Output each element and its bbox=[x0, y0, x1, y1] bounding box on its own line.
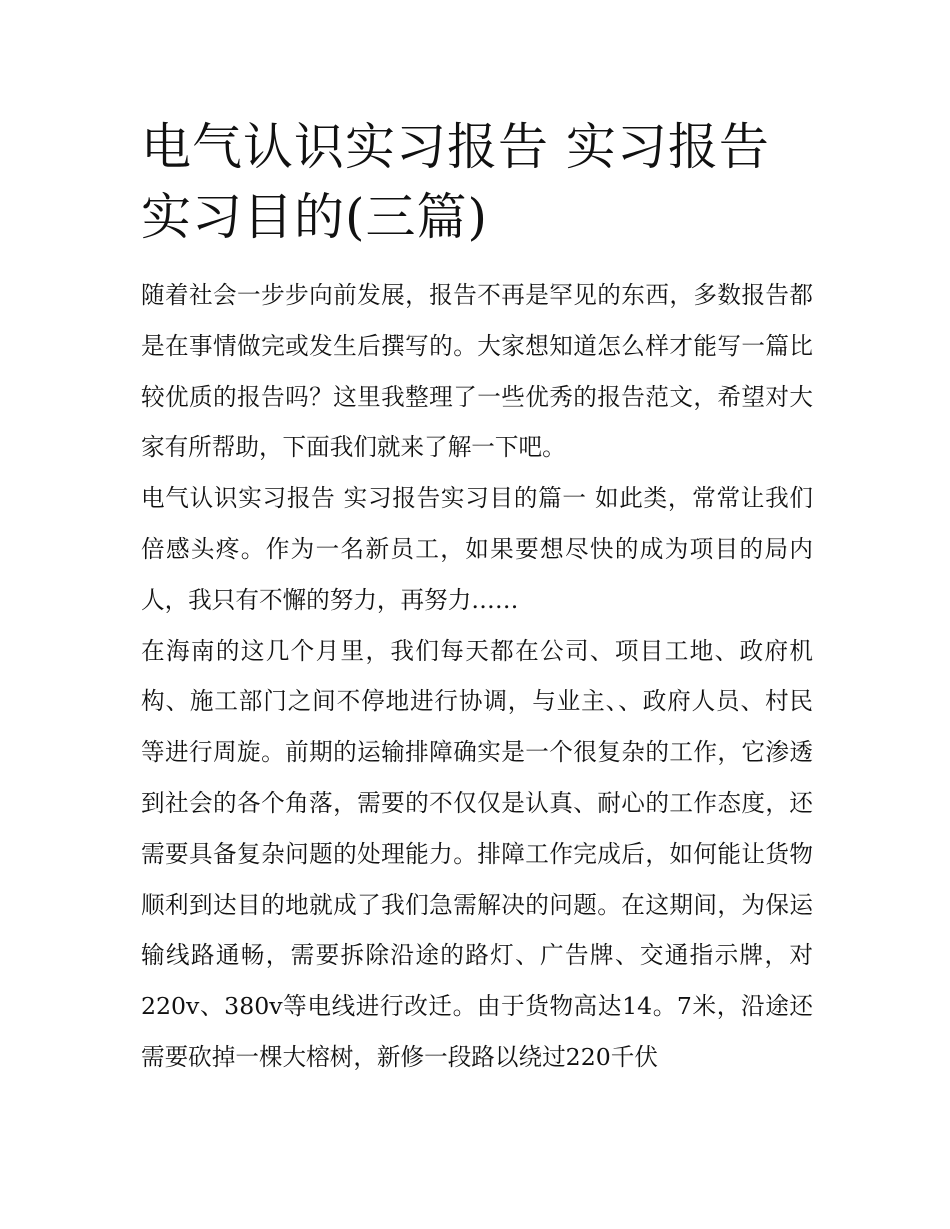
document-title: 电气认识实习报告 实习报告实习目的(三篇) bbox=[141, 118, 770, 246]
title-spacer bbox=[141, 252, 813, 270]
document-page bbox=[141, 112, 813, 1083]
paragraph-intro: 随着社会一步步向前发展，报告不再是罕见的东西，多数报告都是在事情做完或发生后撰写的。大家想知道怎么样才能写一篇比较优质的报告吗？这里我整理了一些优秀的报告范文，希望对大家有所帮助，下面我们就来了解一下吧。 bbox=[141, 281, 813, 462]
paragraph-hainan: 在海南的这几个月里，我们每天都在公司、项目工地、政府机构、施工部门之间不停地进行协调，与业主、、政府人员、村民等进行周旋。前期的运输排障确实是一个很复杂的工作，它渗透到社会的各个角落，需要的不仅仅是认真、耐心的工作态度，还需要具备复杂问题的处理能力。排障工作完成后，如何能让货物顺利到达目的地就成了我们急需解决的问题。在这期间，为保运输线路通畅，需要拆除沿途的路灯、广告牌、交通指示牌，对220v、380v等电线进行改迁。由于货物高达14。7米，沿途还需要砍掉一棵大榕树，新修一段路以绕过220千伏 bbox=[141, 636, 813, 1071]
paragraph-part-one: 电气认识实习报告 实习报告实习目的篇一 如此类，常常让我们倍感头疼。作为一名新员工，如果要想尽快的成为项目的局内人，我只有不懈的努力，再努力…… bbox=[141, 484, 813, 614]
